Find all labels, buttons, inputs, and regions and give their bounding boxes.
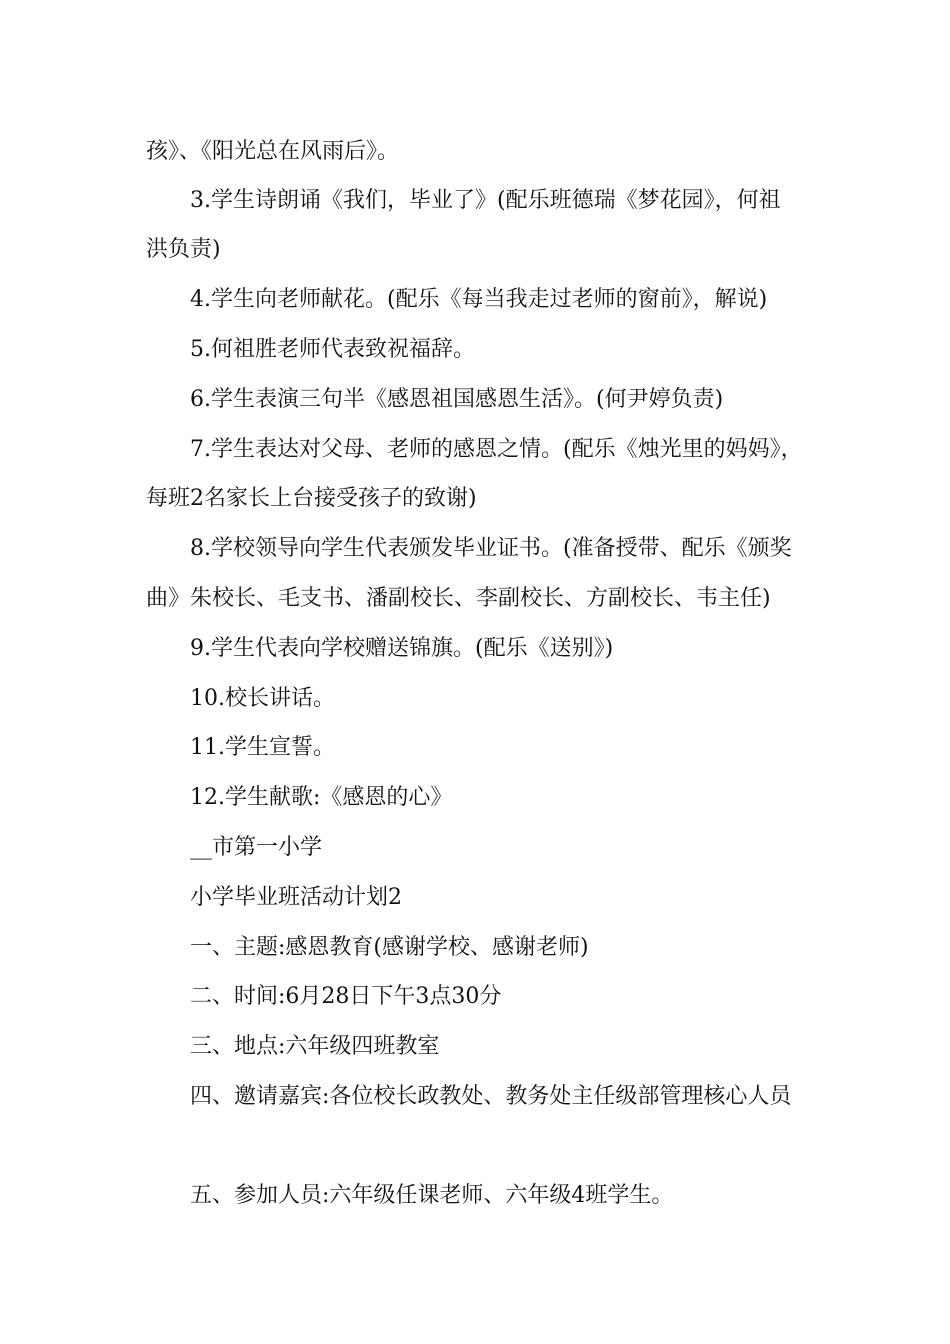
text-line: 四、邀请嘉宾:各位校长政教处、教务处主任级部管理核心人员 [190,1084,792,1109]
text-line: 曲》朱校长、毛支书、潘副校长、李副校长、方副校长、韦主任) [146,586,771,611]
text-line: 8.学校领导向学生代表颁发毕业证书。(准备授带、配乐《颁奖 [190,536,792,561]
section-title: 小学毕业班活动计划2 [190,885,402,910]
text-line: 一、主题:感恩教育(感谢学校、感谢老师) [190,935,589,960]
text-line: 6.学生表演三句半《感恩祖国感恩生活》。(何尹婷负责) [190,387,724,412]
text-line: __市第一小学 [190,835,323,860]
text-line: 9.学生代表向学校赠送锦旗。(配乐《送别》) [190,636,614,661]
text-line: 二、时间:6月28日下午3点30分 [190,984,502,1009]
text-line: 3.学生诗朗诵《我们，毕业了》(配乐班德瑞《梦花园》，何祖 [190,188,781,213]
text-line: 5.何祖胜老师代表致祝福辞。 [190,337,475,362]
text-line: 三、地点:六年级四班教室 [190,1034,440,1059]
text-line: 12.学生献歌:《感恩的心》 [190,785,453,810]
text-line: 五、参加人员:六年级任课老师、六年级4班学生。 [190,1183,674,1208]
text-line: 7.学生表达对父母、老师的感恩之情。(配乐《烛光里的妈妈》， [190,437,803,462]
text-line: 孩》、《阳光总在风雨后》。 [146,139,400,164]
text-line: 10.校长讲话。 [190,686,335,711]
text-line: 洪负责) [146,237,221,262]
text-line: 4.学生向老师献花。(配乐《每当我走过老师的窗前》，解说) [190,287,768,312]
text-line: 每班2名家长上台接受孩子的致谢) [146,486,477,511]
text-line: 11.学生宣誓。 [190,735,335,760]
